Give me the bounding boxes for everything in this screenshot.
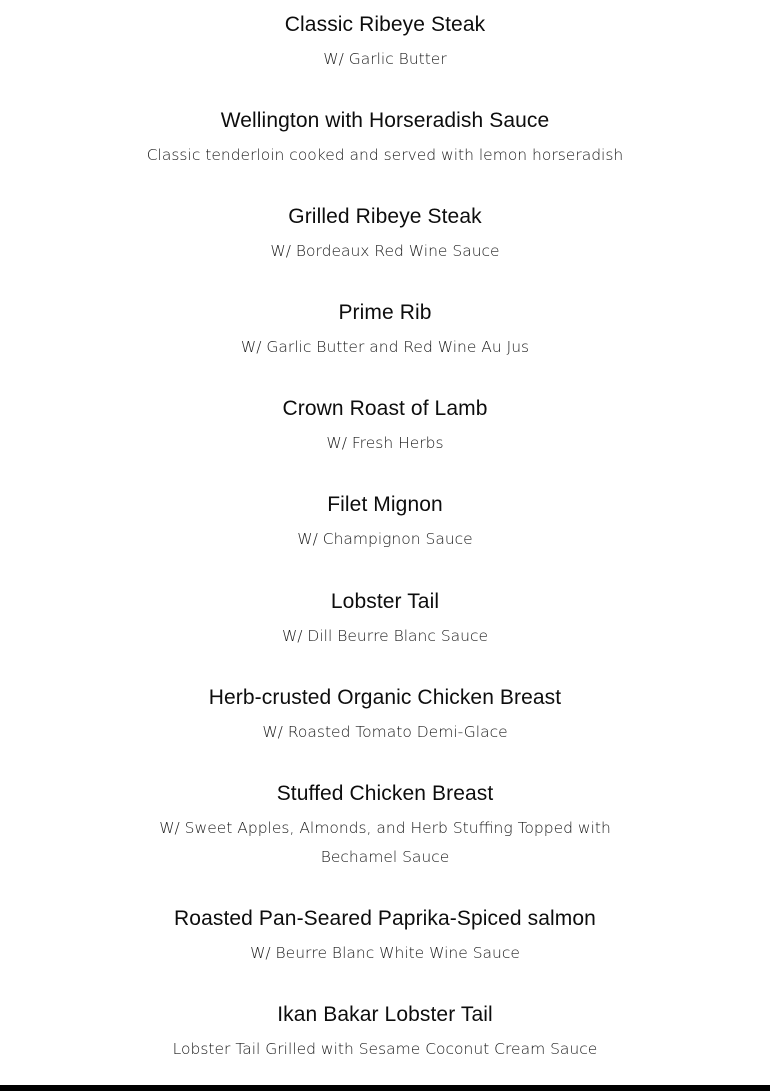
menu-item-description: W/ Garlic Butter xyxy=(323,50,447,68)
menu-item xyxy=(0,12,770,74)
menu-item-name: Stuffed Chicken Breast xyxy=(276,782,494,805)
menu-item-name: Herb-crusted Organic Chicken Breast xyxy=(208,686,562,709)
menu-item xyxy=(0,396,770,458)
menu-item-description: W/ Roasted Tomato Demi-Glace xyxy=(262,723,508,741)
menu-item-description: W/ Bordeaux Red Wine Sauce xyxy=(270,242,500,260)
menu-item-name: Ikan Bakar Lobster Tail xyxy=(277,1003,493,1026)
menu-item-description: Lobster Tail Grilled with Sesame Coconut Cream Sauce xyxy=(172,1040,598,1058)
menu-item-description: W/ Champignon Sauce xyxy=(297,530,473,548)
menu-item-description: Classic tenderloin cooked and served with lemon horseradish xyxy=(146,146,624,164)
menu-item-description: W/ Fresh Herbs xyxy=(326,434,444,452)
footer-divider xyxy=(0,1085,770,1091)
menu-item xyxy=(0,781,770,872)
menu-item-description: W/ Garlic Butter and Red Wine Au Jus xyxy=(240,338,530,356)
menu-item xyxy=(0,906,770,968)
menu-item-name: Filet Mignon xyxy=(327,493,443,516)
menu-item xyxy=(0,685,770,747)
menu-item-description: W/ Dill Beurre Blanc Sauce xyxy=(281,627,489,645)
menu-item xyxy=(0,1002,770,1064)
menu-item-name: Prime Rib xyxy=(338,301,432,324)
menu-item-name: Crown Roast of Lamb xyxy=(282,397,488,420)
menu-item xyxy=(0,492,770,554)
menu-item xyxy=(0,204,770,266)
menu-item-name: Wellington with Horseradish Sauce xyxy=(220,109,550,132)
menu-item-description: W/ Beurre Blanc White Wine Sauce xyxy=(250,944,520,962)
menu-item xyxy=(0,108,770,170)
menu-item-name: Roasted Pan-Seared Paprika-Spiced salmon xyxy=(174,907,596,930)
menu-item-name: Grilled Ribeye Steak xyxy=(288,205,482,228)
menu-item-name: Lobster Tail xyxy=(330,590,440,613)
menu-item xyxy=(0,300,770,362)
menu-item-name: Classic Ribeye Steak xyxy=(284,13,486,36)
menu-item-description: W/ Sweet Apples, Almonds, and Herb Stuffing Topped with Bechamel Sauce xyxy=(159,819,611,866)
menu-item xyxy=(0,589,770,651)
